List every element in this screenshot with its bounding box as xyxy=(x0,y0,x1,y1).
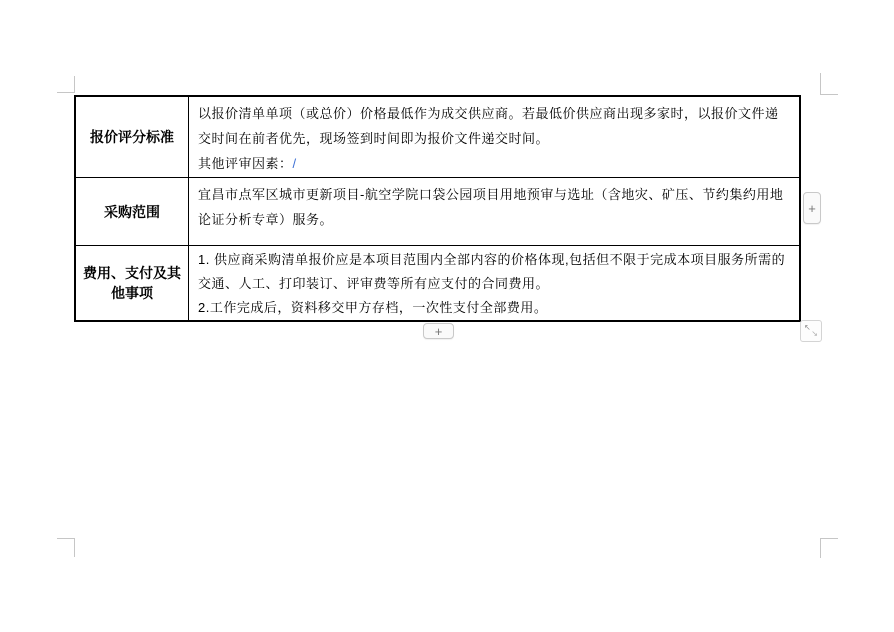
other-review-factors-label: 其他评审因素： xyxy=(198,156,293,171)
table-row-fees-payment xyxy=(76,246,799,320)
margin-corner-mark-top-right xyxy=(820,73,838,95)
paragraph[interactable]: 2.工作完成后，资料移交甲方存档，一次性支付全部费用。 xyxy=(198,300,548,315)
paragraph[interactable] xyxy=(198,151,790,176)
document-table xyxy=(74,95,801,322)
row-header-procurement-scope[interactable] xyxy=(76,178,189,245)
table-row-quotation-scoring xyxy=(76,97,799,178)
table-resize-handle[interactable] xyxy=(800,320,822,342)
paragraph[interactable]: 1. 供应商采购清单报价应是本项目范围内全部内容的价格体现,包括但不限于完成本项目服务所需的交通、人工、打印装订、评审费等所有应支付的合同费用。 xyxy=(198,252,786,291)
margin-corner-mark-bottom-left xyxy=(57,538,75,557)
paragraph[interactable]: 宜昌市点军区城市更新项目-航空学院口袋公园项目用地预审与选址（含地灾、矿压、节约集约用地论证分析专章）服务。 xyxy=(198,187,784,227)
resize-arrow-down-right-icon: ↘ xyxy=(811,329,818,338)
row-header-quotation-scoring[interactable] xyxy=(76,97,189,177)
row-content-fees-payment[interactable] xyxy=(189,246,799,320)
paragraph[interactable]: 以报价清单单项（或总价）价格最低作为成交供应商。若最低价供应商出现多家时，以报价文件递交时间在前者优先，现场签到时间即为报价文件递交时间。 xyxy=(198,106,779,146)
row-header-label: 报价评分标准 xyxy=(90,129,174,145)
row-content-procurement-scope[interactable] xyxy=(189,178,799,245)
add-column-button[interactable] xyxy=(803,192,821,224)
add-row-button[interactable] xyxy=(423,323,454,339)
row-header-label: 费用、支付及其他事项 xyxy=(83,265,181,301)
margin-corner-mark-bottom-right xyxy=(820,538,838,558)
row-header-fees-payment[interactable] xyxy=(76,246,189,320)
table-row-procurement-scope xyxy=(76,178,799,246)
other-review-factors-value: / xyxy=(292,156,297,171)
margin-corner-mark-top-left xyxy=(57,76,75,93)
row-content-quotation-scoring[interactable] xyxy=(189,97,799,177)
resize-arrow-up-left-icon: ↖ xyxy=(804,323,811,332)
plus-icon: + xyxy=(434,323,443,339)
plus-icon: + xyxy=(808,200,816,216)
row-header-label: 采购范围 xyxy=(104,203,160,220)
